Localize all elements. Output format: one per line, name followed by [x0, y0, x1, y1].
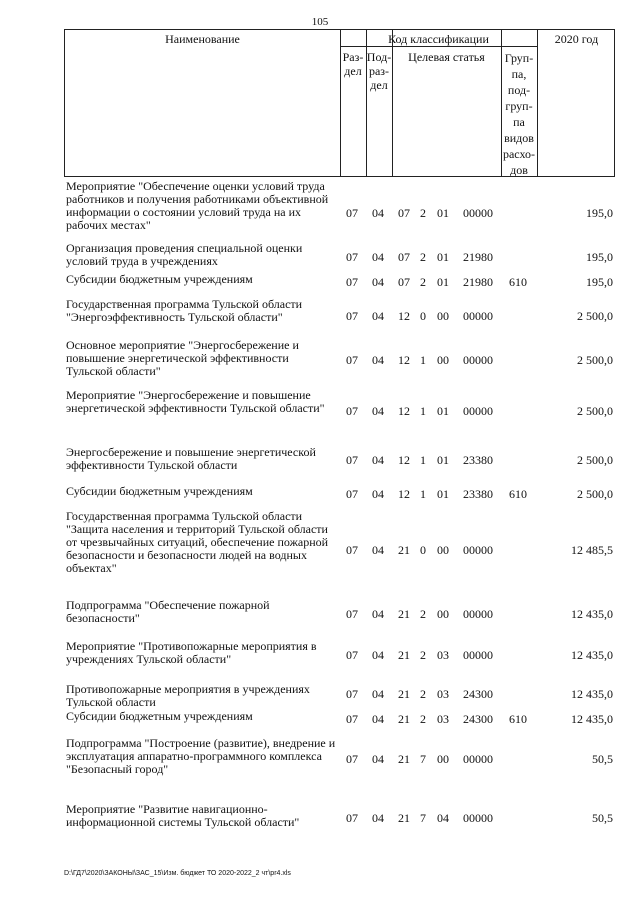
- row-razdel: 07: [346, 752, 358, 766]
- row-s1: 21: [398, 607, 410, 621]
- row-s3: 01: [437, 206, 449, 220]
- row-razdel: 07: [346, 687, 358, 701]
- row-s1: 21: [398, 648, 410, 662]
- header-name: Наименование: [165, 32, 240, 46]
- table-header: [64, 29, 615, 177]
- row-s2: 1: [420, 487, 426, 501]
- row-razdel: 07: [346, 487, 358, 501]
- row-s4: 00000: [463, 309, 493, 323]
- row-razdel: 07: [346, 543, 358, 557]
- row-s2: 2: [420, 275, 426, 289]
- row-name: Мероприятие "Развитие навигационно-информационной системы Тульской области": [66, 802, 300, 829]
- header-year: 2020 год: [554, 32, 599, 46]
- row-s2: 1: [420, 404, 426, 418]
- row-s2: 0: [420, 309, 426, 323]
- row-s1: 12: [398, 353, 410, 367]
- row-s4: 24300: [463, 687, 493, 701]
- header-target: Целевая статья: [408, 50, 485, 64]
- row-podrazdel: 04: [372, 752, 384, 766]
- row-s2: 1: [420, 453, 426, 467]
- row-s3: 00: [437, 353, 449, 367]
- row-amount: 2 500,0: [577, 453, 613, 467]
- row-podrazdel: 04: [372, 353, 384, 367]
- row-s2: 0: [420, 543, 426, 557]
- row-razdel: 07: [346, 811, 358, 825]
- row-podrazdel: 04: [372, 607, 384, 621]
- row-amount: 12 435,0: [571, 648, 613, 662]
- header-divider: [537, 30, 538, 176]
- row-s3: 03: [437, 648, 449, 662]
- row-podrazdel: 04: [372, 487, 384, 501]
- row-podrazdel: 04: [372, 250, 384, 264]
- row-name: Субсидии бюджетным учреждениям: [66, 272, 253, 286]
- row-s2: 2: [420, 206, 426, 220]
- row-group: 610: [509, 487, 527, 501]
- row-podrazdel: 04: [372, 648, 384, 662]
- row-name: Мероприятие "Противопожарные мероприятия в учреждениях Тульской области": [66, 639, 317, 666]
- row-razdel: 07: [346, 250, 358, 264]
- header-razdel: Раз- дел: [342, 50, 364, 78]
- row-s2: 7: [420, 811, 426, 825]
- row-name: Подпрограмма "Построение (развитие), внедрение и эксплуатация аппаратно-программного комплекса "Безопасный город": [66, 736, 336, 776]
- row-amount: 195,0: [586, 206, 613, 220]
- row-podrazdel: 04: [372, 309, 384, 323]
- row-s3: 01: [437, 453, 449, 467]
- row-razdel: 07: [346, 712, 358, 726]
- row-podrazdel: 04: [372, 687, 384, 701]
- row-amount: 12 485,5: [571, 543, 613, 557]
- row-s1: 07: [398, 275, 410, 289]
- row-name: Субсидии бюджетным учреждениям: [66, 484, 253, 498]
- row-s2: 2: [420, 607, 426, 621]
- row-s3: 04: [437, 811, 449, 825]
- header-podrazdel: Под- раз- дел: [366, 50, 392, 92]
- row-razdel: 07: [346, 353, 358, 367]
- row-s4: 00000: [463, 543, 493, 557]
- row-s1: 12: [398, 487, 410, 501]
- row-s4: 21980: [463, 250, 493, 264]
- row-s4: 00000: [463, 648, 493, 662]
- row-razdel: 07: [346, 206, 358, 220]
- row-s2: 2: [420, 250, 426, 264]
- row-s1: 21: [398, 811, 410, 825]
- row-name: Противопожарные мероприятия в учреждениях Тульской области: [66, 682, 310, 709]
- row-name: Государственная программа Тульской области "Защита населения и территорий Тульской области от чрезвычайных ситуаций, обеспечение пожарной безопасности и безопасности людей на водных объектах": [66, 509, 329, 575]
- row-name: Мероприятие "Энергосбережение и повышение энергетической эффективности Тульской области": [66, 388, 325, 415]
- header-group: Груп- па, под- груп- па видов расхо- дов: [502, 51, 536, 177]
- row-name: Подпрограмма "Обеспечение пожарной безопасности": [66, 598, 270, 625]
- row-group: 610: [509, 712, 527, 726]
- row-podrazdel: 04: [372, 543, 384, 557]
- row-name: Энергосбережение и повышение энергетической эффективности Тульской области: [66, 445, 316, 472]
- row-s3: 00: [437, 752, 449, 766]
- row-s4: 23380: [463, 487, 493, 501]
- row-s3: 00: [437, 309, 449, 323]
- row-razdel: 07: [346, 607, 358, 621]
- row-amount: 12 435,0: [571, 687, 613, 701]
- row-amount: 195,0: [586, 275, 613, 289]
- row-s1: 21: [398, 752, 410, 766]
- row-name: Государственная программа Тульской области "Энергоэффективность Тульской области": [66, 297, 303, 324]
- row-podrazdel: 04: [372, 404, 384, 418]
- row-s3: 01: [437, 404, 449, 418]
- row-s4: 00000: [463, 404, 493, 418]
- row-s2: 1: [420, 353, 426, 367]
- row-razdel: 07: [346, 275, 358, 289]
- row-s3: 01: [437, 487, 449, 501]
- row-s1: 21: [398, 543, 410, 557]
- row-s1: 07: [398, 250, 410, 264]
- row-amount: 195,0: [586, 250, 613, 264]
- row-s1: 12: [398, 453, 410, 467]
- row-amount: 2 500,0: [577, 487, 613, 501]
- file-path: D:\ГД7\2020\ЗАКОНЫ\ЗАС_15\Изм. бюджет ТО 2020-2022_2 чт\pr4.xls: [64, 870, 291, 877]
- row-amount: 2 500,0: [577, 404, 613, 418]
- row-s4: 23380: [463, 453, 493, 467]
- row-s3: 00: [437, 607, 449, 621]
- row-s2: 2: [420, 648, 426, 662]
- row-name: Основное мероприятие "Энергосбережение и повышение энергетической эффективности Тульской области": [66, 338, 299, 378]
- row-s4: 24300: [463, 712, 493, 726]
- page-number: 105: [311, 16, 329, 28]
- row-s3: 03: [437, 712, 449, 726]
- row-razdel: 07: [346, 309, 358, 323]
- row-s4: 21980: [463, 275, 493, 289]
- row-podrazdel: 04: [372, 811, 384, 825]
- row-s4: 00000: [463, 752, 493, 766]
- row-amount: 2 500,0: [577, 353, 613, 367]
- row-s3: 00: [437, 543, 449, 557]
- row-s2: 7: [420, 752, 426, 766]
- row-razdel: 07: [346, 453, 358, 467]
- header-divider: [340, 46, 537, 47]
- row-s1: 12: [398, 404, 410, 418]
- row-s2: 2: [420, 687, 426, 701]
- row-amount: 12 435,0: [571, 712, 613, 726]
- row-podrazdel: 04: [372, 712, 384, 726]
- row-amount: 50,5: [592, 811, 613, 825]
- row-s4: 00000: [463, 811, 493, 825]
- row-s4: 00000: [463, 607, 493, 621]
- row-s3: 01: [437, 275, 449, 289]
- row-amount: 12 435,0: [571, 607, 613, 621]
- row-s3: 03: [437, 687, 449, 701]
- row-razdel: 07: [346, 648, 358, 662]
- row-podrazdel: 04: [372, 275, 384, 289]
- row-s4: 00000: [463, 353, 493, 367]
- row-amount: 2 500,0: [577, 309, 613, 323]
- row-s1: 07: [398, 206, 410, 220]
- row-name: Организация проведения специальной оценки условий труда в учреждениях: [66, 241, 303, 268]
- row-s1: 21: [398, 687, 410, 701]
- row-s2: 2: [420, 712, 426, 726]
- row-name: Субсидии бюджетным учреждениям: [66, 709, 253, 723]
- row-s4: 00000: [463, 206, 493, 220]
- row-s3: 01: [437, 250, 449, 264]
- row-podrazdel: 04: [372, 453, 384, 467]
- row-group: 610: [509, 275, 527, 289]
- row-podrazdel: 04: [372, 206, 384, 220]
- row-razdel: 07: [346, 404, 358, 418]
- header-code: Код классификации: [388, 32, 489, 46]
- row-amount: 50,5: [592, 752, 613, 766]
- row-s1: 21: [398, 712, 410, 726]
- row-s1: 12: [398, 309, 410, 323]
- row-name: Мероприятие "Обеспечение оценки условий труда работников и получения работниками объективной информации о состоянии условий труда на их рабочих местах": [66, 179, 329, 232]
